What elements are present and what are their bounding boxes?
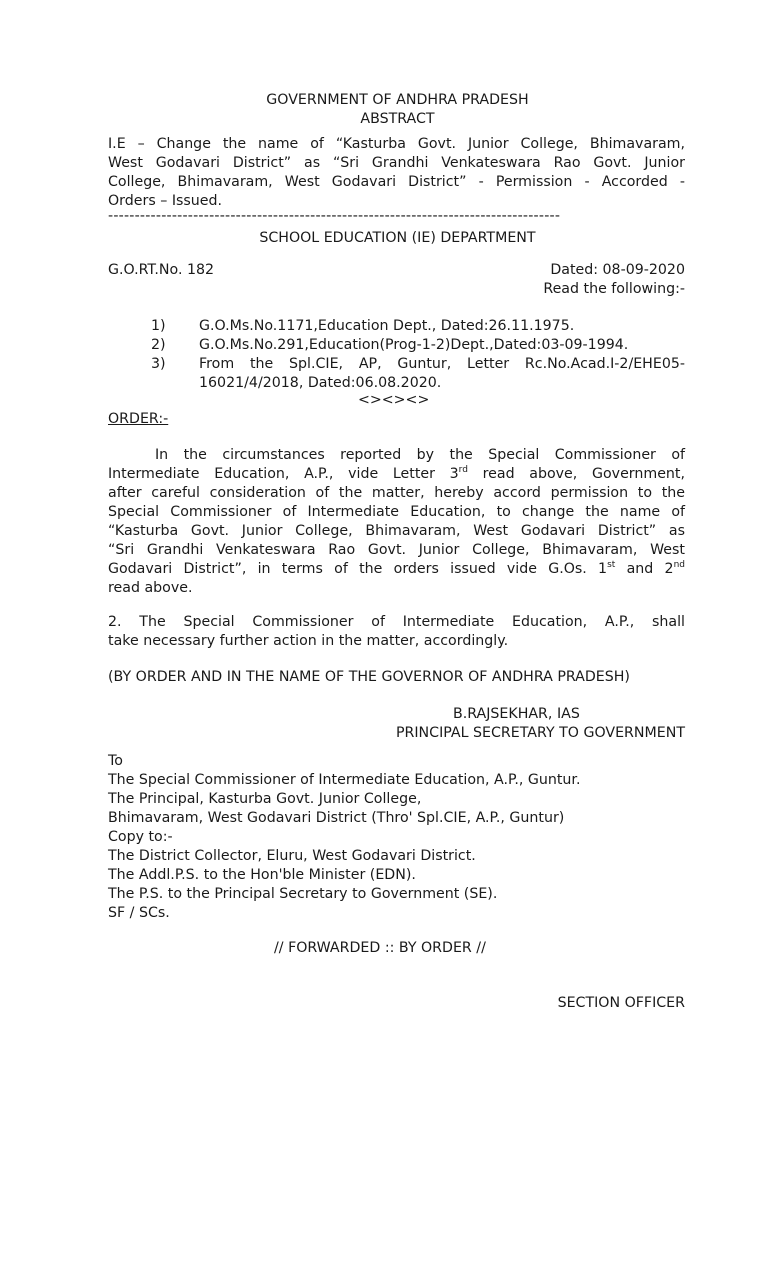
superscript-st: st (607, 560, 616, 570)
reference-text: 16021/4/2018, Dated:06.08.2020. (199, 375, 442, 391)
order-para2-line: take necessary further action in the matter, accordingly. (108, 633, 509, 649)
distribution-line: The Addl.P.S. to the Hon'ble Minister (EDN). (108, 867, 416, 883)
signatory-name: B.RAJSEKHAR, IAS (453, 706, 580, 722)
distribution-line: The P.S. to the Principal Secretary to Government (SE). (108, 886, 498, 902)
abstract-heading: ABSTRACT (360, 111, 435, 127)
subject-line-1: I.E – Change the name of “Kasturba Govt. Junior College, Bhimavaram, (108, 136, 685, 152)
read-following: Read the following:- (543, 281, 685, 297)
para1-text: Intermediate Education, A.P., vide Letter 3 (108, 466, 459, 482)
para1-text: and 2 (615, 561, 674, 577)
order-para1-line: read above. (108, 580, 193, 596)
order-para2-line: 2. The Special Commissioner of Intermediate Education, A.P., shall (108, 614, 685, 630)
superscript-nd: nd (673, 560, 685, 570)
distribution-line: The District Collector, Eluru, West Godavari District. (108, 848, 476, 864)
go-date: Dated: 08-09-2020 (550, 262, 685, 278)
forwarded-line: // FORWARDED :: BY ORDER // (274, 940, 486, 956)
distribution-line: The Principal, Kasturba Govt. Junior College, (108, 791, 422, 807)
reference-number: 2) (151, 337, 166, 353)
subject-line-3: College, Bhimavaram, West Godavari District” - Permission - Accorded - (108, 174, 685, 190)
reference-text: G.O.Ms.No.291,Education(Prog-1-2)Dept.,Dated:03-09-1994. (199, 337, 629, 353)
section-officer: SECTION OFFICER (557, 995, 685, 1011)
go-number: G.O.RT.No. 182 (108, 262, 215, 278)
order-para1-line: after careful consideration of the matter, hereby accord permission to the (108, 485, 685, 501)
order-para1-line: Special Commissioner of Intermediate Education, to change the name of (108, 504, 685, 520)
signatory-title: PRINCIPAL SECRETARY TO GOVERNMENT (395, 725, 685, 741)
order-para1-line (108, 466, 685, 482)
subject-line-2: West Godavari District” as “Sri Grandhi Venkateswara Rao Govt. Junior (108, 155, 685, 171)
order-para1-line: “Kasturba Govt. Junior College, Bhimavaram, West Godavari District” as (108, 523, 685, 539)
reference-text: From the Spl.CIE, AP, Guntur, Letter Rc.No.Acad.I-2/EHE05- (199, 356, 685, 372)
order-para1-line: In the circumstances reported by the Special Commissioner of (155, 447, 685, 463)
subject-line-4: Orders – Issued. (108, 193, 223, 209)
order-heading (108, 411, 168, 427)
reference-text: G.O.Ms.No.1171,Education Dept., Dated:26.11.1975. (199, 318, 575, 334)
distribution-line: The Special Commissioner of Intermediate Education, A.P., Guntur. (108, 772, 581, 788)
order-heading-text: ORDER:- (108, 411, 169, 427)
department-heading: SCHOOL EDUCATION (IE) DEPARTMENT (259, 230, 536, 246)
separator-line: ------------------------------------------------------------------------------------- (108, 208, 561, 224)
distribution-line: To (108, 753, 123, 769)
government-heading: GOVERNMENT OF ANDHRA PRADESH (266, 92, 529, 108)
order-para1-line (108, 561, 685, 577)
ornament-divider: <><><> (358, 392, 430, 408)
reference-number: 3) (151, 356, 166, 372)
distribution-line: Bhimavaram, West Godavari District (Thro' Spl.CIE, A.P., Guntur) (108, 810, 565, 826)
reference-number: 1) (151, 318, 166, 334)
para1-text: Godavari District”, in terms of the orders issued vide G.Os. 1 (108, 561, 608, 577)
governor-order-line: (BY ORDER AND IN THE NAME OF THE GOVERNOR OF ANDHRA PRADESH) (108, 669, 630, 685)
para1-text: read above, Government, (467, 466, 685, 482)
superscript-rd: rd (458, 465, 468, 475)
order-para1-line: “Sri Grandhi Venkateswara Rao Govt. Junior College, Bhimavaram, West (108, 542, 685, 558)
distribution-line: SF / SCs. (108, 905, 170, 921)
distribution-line: Copy to:- (108, 829, 173, 845)
